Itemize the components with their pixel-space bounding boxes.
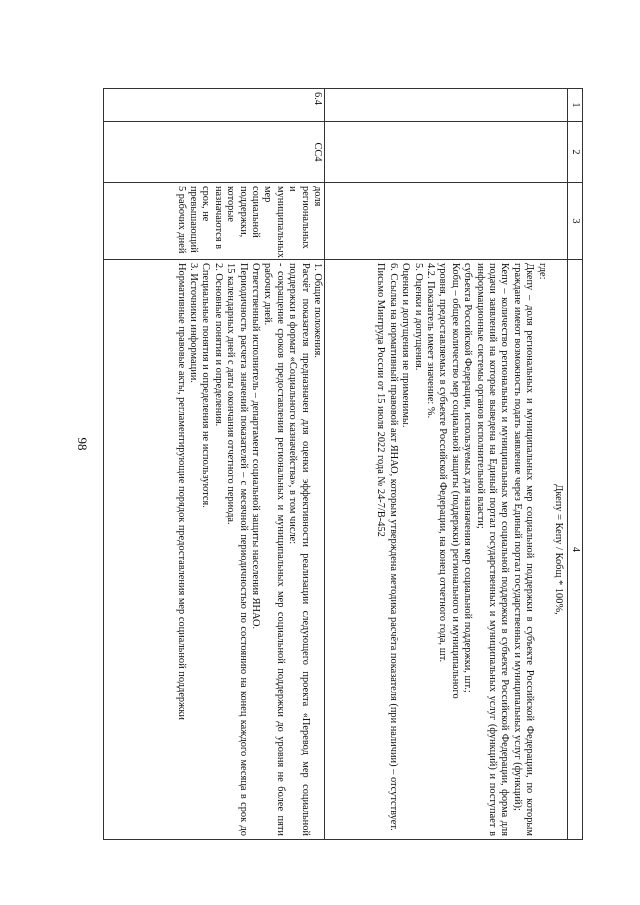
row-number-cell: 6.4 — [104, 89, 325, 122]
rotated-page-content — [103, 88, 583, 840]
row-name-cell: доля региональных и муниципальных мер социальной поддержки, которые назначаются в срок, не превышающий 5 рабочих дней — [104, 183, 325, 260]
text-line: Кепу – количество региональных и муниципальных мер социальной поддержки в субъекте Российской Федерации, форма для подачи заявлений на которые выведена на Единый портал государственных и муниципальных услуг (функций) и поступает в информационные системы органов исполнительной власти; — [474, 263, 511, 836]
text-line: 4.2. Показатель имеет значение: %. — [424, 263, 436, 419]
text-line: Расчёт показателя предназначен для оценки эффективности реализации следующего проекта «Перевод мер социальной поддержки в формат «Социального казначейства», в том числе: — [287, 263, 311, 836]
row-name-cell — [325, 183, 568, 260]
text-line: Специальные понятия и определения не используются. — [200, 263, 212, 508]
text-line: Кобщ – общее количество мер социальной защиты (поддержки) регионального и муниципального — [449, 263, 461, 699]
column-number-1: 1 — [568, 89, 583, 122]
text-line: 3. Источники информации. — [187, 263, 199, 383]
text-line: Оценки и допущения не применимы. — [400, 263, 412, 428]
text-line: 6. Ссылка на нормативный правовой акт ЯНАО, которым утверждена методика расчёта показателя (при наличии) – отсутствует. — [387, 263, 399, 831]
text-line: Периодичность расчета значений показателей – с месячной периодичностью по состоянию на конец каждого месяца в срок до 15 календарных дней с даты окончания отчетного периода. — [225, 263, 249, 836]
text-line: где: — [536, 263, 548, 280]
text-line: уровня, предоставляемых в субъекте Российской Федерации, на конец отчетного года, шт. — [437, 263, 449, 663]
text-line: 1. Общие положения. — [312, 263, 323, 358]
text-line: - сокращение сроков предоставления региональных и муниципальных мер социальной поддержки до уровня не более пяти рабочих дней. — [262, 263, 286, 836]
row-code-cell: СС4 — [104, 122, 325, 183]
row-code-cell — [325, 122, 568, 183]
table-row — [325, 89, 568, 840]
text-line: субъекта Российской Федерации, используемых для назначения мер социальной поддержки, шт.; — [462, 263, 474, 693]
indicator-table — [103, 88, 583, 840]
text-line: Дкепу – доля региональных и муниципальных мер социальной поддержки в субъекте Российской Федерации, по которым граждане имеют возможность подать заявление через Единый портал государственных и муниципальных услуг (функций); — [511, 263, 536, 836]
column-number-4: 4 — [568, 260, 583, 840]
row-number-cell — [325, 89, 568, 122]
table-header-row — [568, 89, 583, 840]
column-number-2: 2 — [568, 122, 583, 183]
row-description-cell — [104, 260, 325, 840]
formula-line: Дкепу = Кепу / Кобщ * 100%, — [553, 484, 564, 615]
column-number-3: 3 — [568, 183, 583, 260]
page-number: 98 — [75, 437, 90, 451]
text-line: Нормативные правовые акты, регламентирующие порядок предоставления мер социальной поддержки — [175, 263, 187, 720]
text-line: Ответственный исполнитель – департамент социальной защиты населения ЯНАО. — [249, 263, 261, 630]
text-line: 5. Оценки и допущения. — [412, 263, 424, 371]
row-description-cell — [325, 260, 568, 840]
table-row — [104, 89, 325, 840]
text-line: 2. Основные понятия и определения. — [212, 263, 224, 427]
text-line: Письмо Минтруда России от 15 июля 2022 года № 24-7/В-452 — [375, 263, 387, 537]
